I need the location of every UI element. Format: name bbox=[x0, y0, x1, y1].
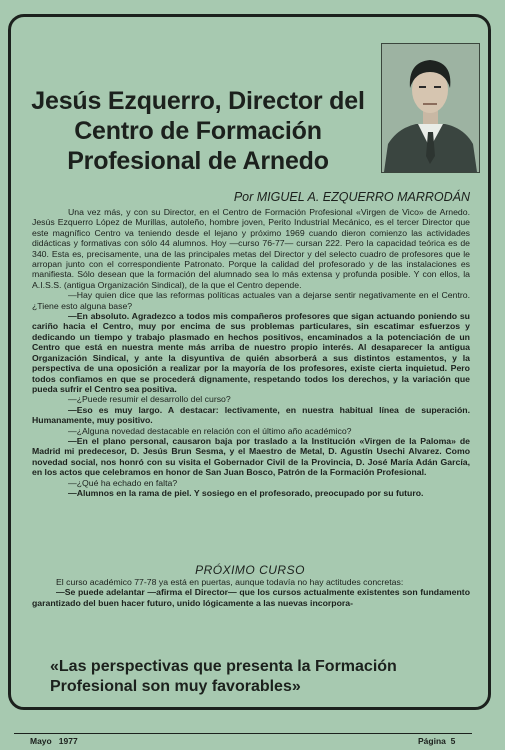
answer-paragraph: —Alumnos en la rama de piel. Y sosiego en el profesorado, preocupado por su futuro. bbox=[68, 487, 424, 498]
answer-paragraph: —En absoluto. Agradezco a todos mis compañeros profesores que sigan actuando poniendo su cariño hacia el Centro, muy por encima de sus problemas particulares, sin escatimar esfuerzos y dedicando un tiempo y trabajo plasmado en hechos positivos, encaminados a la potenciación de un Centro que está en nuestra mente más arriba de nuestro propio interés. Al desaparecer la antigua Organización Sindical, y ante la disyuntiva de quién absorberá a sus distintos estamentos, y la perspectiva de una oposición a realizar por la mayoría de los profesores, existe cierta inquietud. Pero todos confiamos en que se procederá dignamente, respetando todos los derechos, y la variación que pueda sufrir el Centro sea positiva. bbox=[32, 311, 470, 394]
article-byline: Por MIGUEL A. EZQUERRO MARRODÁN bbox=[233, 190, 470, 204]
footer-page-number: Página 5 bbox=[418, 736, 456, 746]
footer-date: Mayo 1977 bbox=[30, 736, 78, 746]
section-body bbox=[32, 577, 470, 608]
answer-paragraph: —En el plano personal, causaron baja por traslado a la Institución «Virgen de la Paloma» de Madrid mi predecesor, D. Jesús Brun Sesma, y el Maestro de Metal, D. Agustín Usechi Alvarez. Como novedad social, nos honró con su visita el Gobernador Civil de la Provincia, D. José María Adán García, en los actos que celebramos en honor de San Juan Bosco, Patrón de la Formación Profesional. bbox=[32, 435, 470, 478]
question-paragraph: —Hay quien dice que las reformas políticas actuales van a dejarse sentir negativamente en el Centro. ¿Tiene esto alguna base? bbox=[32, 290, 470, 311]
question-paragraph: —¿Puede resumir el desarrollo del curso? bbox=[68, 394, 231, 405]
pull-quote: «Las perspectivas que presenta la Formación Profesional son muy favorables» bbox=[50, 658, 397, 695]
section-intro: El curso académico 77-78 ya está en puertas, aunque todavía no hay actitudes concretas: bbox=[56, 577, 404, 587]
section-answer: —Se puede adelantar —afirma el Director— que los cursos actualmente existentes son fundamento garantizado del buen hacer futuro, unido lógicamente a las nuevas incorpora- bbox=[32, 587, 470, 608]
section-heading: PRÓXIMO CURSO bbox=[195, 563, 305, 577]
answer-paragraph: —Eso es muy largo. A destacar: lectivamente, en nuestra habitual línea de superación. Humanamente, muy positivo. bbox=[32, 404, 470, 426]
article-title: Jesús Ezquerro, Director del Centro de Formación Profesional de Arnedo bbox=[31, 87, 365, 175]
article-body bbox=[32, 207, 470, 498]
question-paragraph: —¿Alguna novedad destacable en relación con el último año académico? bbox=[68, 425, 352, 436]
intro-paragraph: Una vez más, y con su Director, en el Centro de Formación Profesional «Virgen de Vico» de Arnedo. Jesús Ezquerro López de Murillas, autoleño, hombre joven, Perito Industrial Mecánico, es el tercer Director que este magnífico Centro va teniendo desde el lejano y próximo 1969 cuando dieron comienzo las actividades didácticas y formativas con sólo 44 alumnos. Hoy —curso 76-77— cursan 222. Pero la capacidad teórica es de 340. Esta es, precisamente, una de las principales metas del Director y del selecto cuadro de profesores que le arropan junto con el correspondiente Patronato. Porque la calidad del profesorado y de las instalaciones es manifiesta. Sólo desean que la formación del alumnado sea lo más extensa y profunda posible. Y con ellos, la A.I.S.S. (antigua Organización Sindical), de la que el Centro depende. bbox=[32, 207, 470, 290]
director-portrait-photo bbox=[381, 43, 480, 173]
question-paragraph: —¿Qué ha echado en falta? bbox=[68, 477, 178, 488]
portrait-illustration bbox=[382, 44, 479, 172]
footer-divider bbox=[14, 733, 472, 734]
